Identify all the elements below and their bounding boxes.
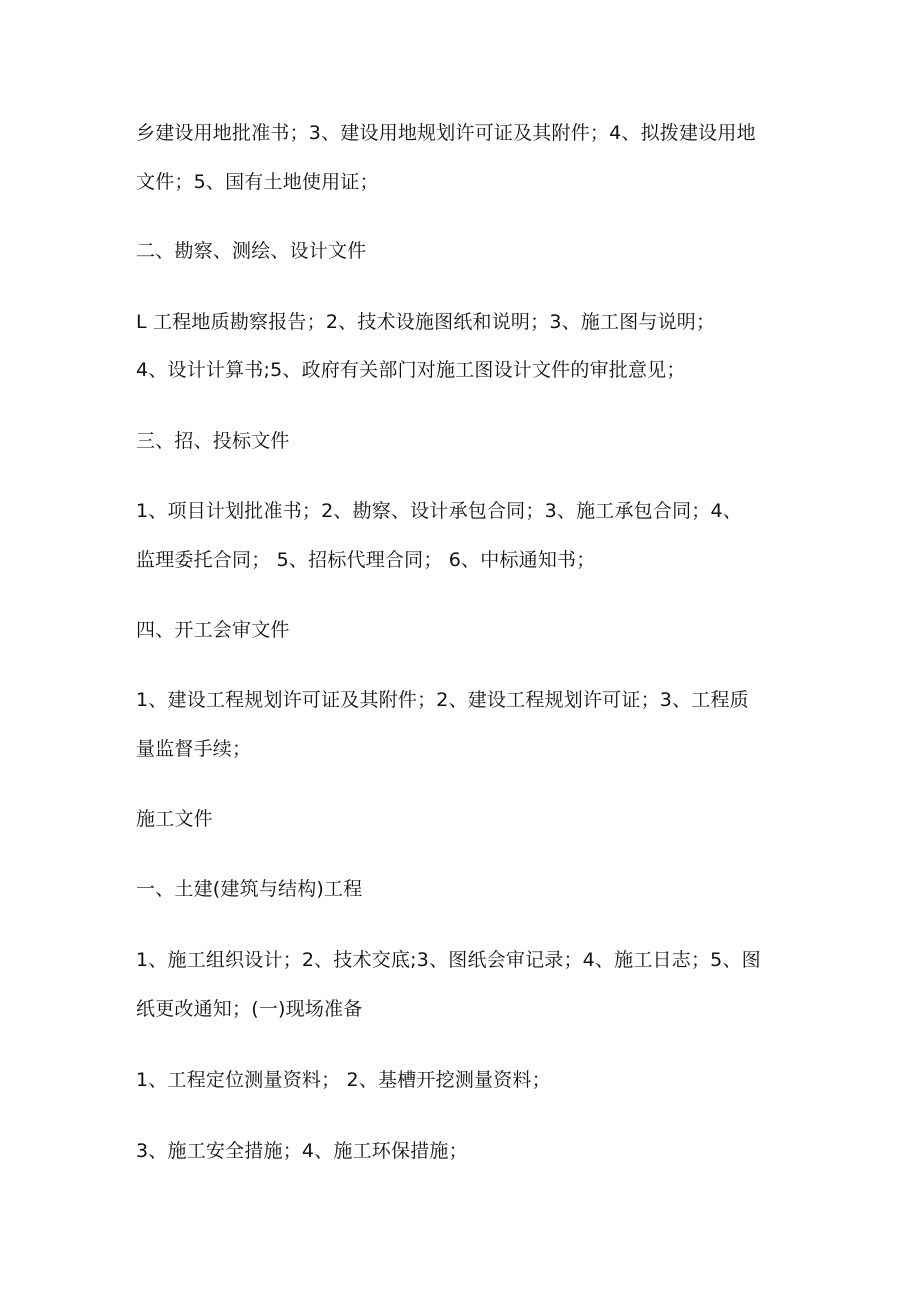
- section-heading: 三、招、投标文件: [136, 430, 290, 452]
- text-line: 1、施工组织设计；2、技术交底;3、图纸会审记录；4、施工日志；5、图: [136, 949, 761, 971]
- text-line: 4、设计计算书;5、政府有关部门对施工图设计文件的审批意见；: [136, 359, 686, 381]
- text-line: 监理委托合同； 5、招标代理合同； 6、中标通知书；: [136, 549, 596, 571]
- text-line: 纸更改通知；(一)现场准备: [136, 998, 363, 1020]
- text-line: 乡建设用地批准书；3、建设用地规划许可证及其附件；4、拟拨建设用地: [136, 122, 756, 144]
- section-heading: 四、开工会审文件: [136, 619, 290, 641]
- text-line: 3、施工安全措施；4、施工环保措施；: [136, 1140, 468, 1162]
- section-heading: 施工文件: [136, 808, 213, 830]
- text-line: 1、建设工程规划许可证及其附件；2、建设工程规划许可证；3、工程质: [136, 689, 749, 711]
- section-heading: 一、土建(建筑与结构)工程: [136, 878, 363, 900]
- section-heading: 二、勘察、测绘、设计文件: [136, 240, 367, 262]
- text-line: 1、工程定位测量资料； 2、基槽开挖测量资料；: [136, 1069, 551, 1091]
- text-line: 量监督手续；: [136, 738, 252, 760]
- text-line: 文件；5、国有土地使用证；: [136, 171, 379, 193]
- text-line: L 工程地质勘察报告；2、技术设施图纸和说明；3、施工图与说明；: [136, 311, 716, 333]
- text-line: 1、项目计划批准书；2、勘察、设计承包合同；3、施工承包合同；4、: [136, 500, 742, 522]
